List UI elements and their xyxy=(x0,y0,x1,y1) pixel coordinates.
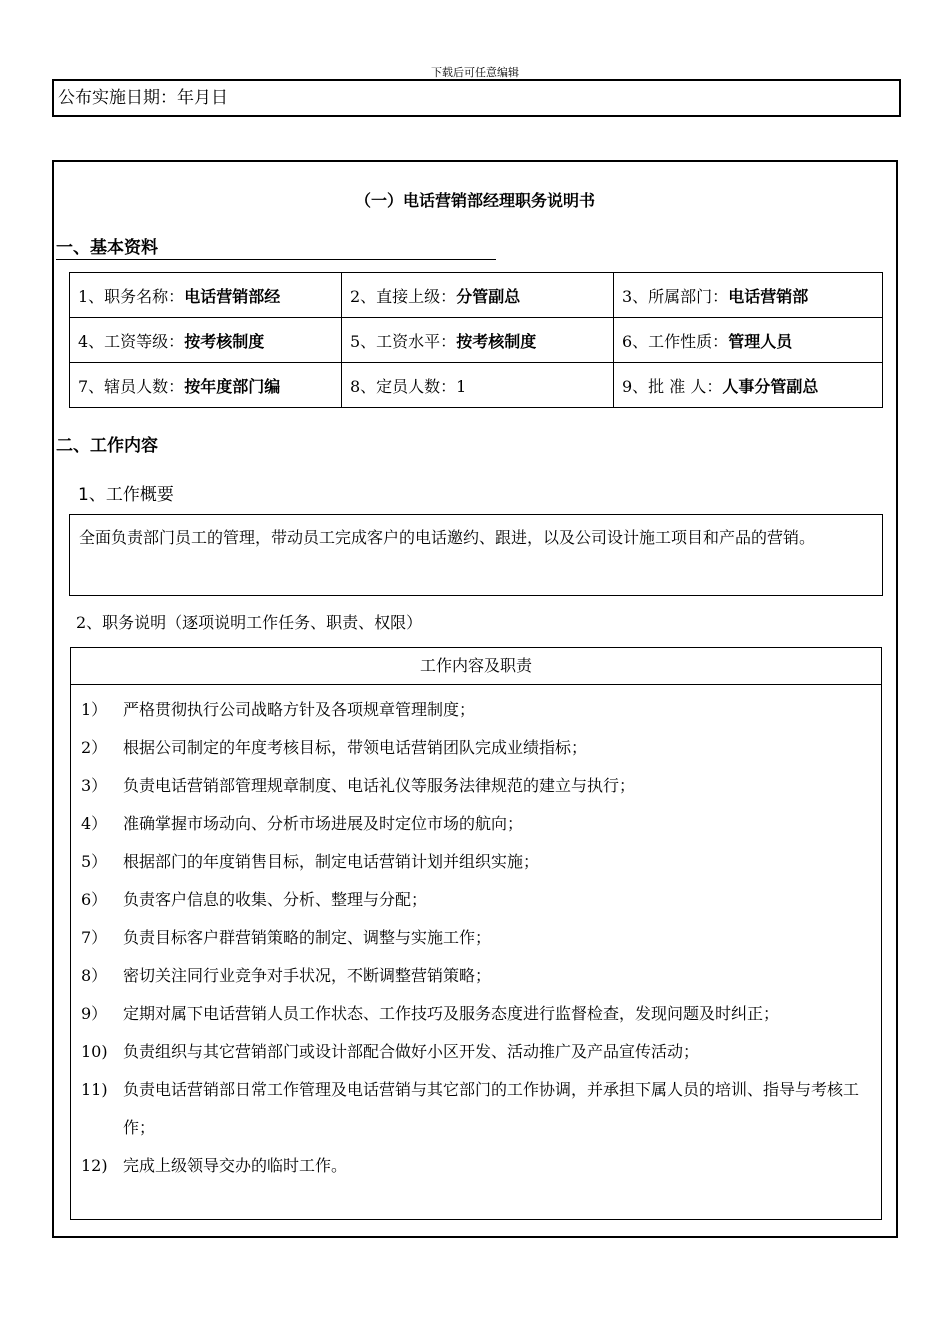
basic-info-value: 按考核制度 xyxy=(184,331,265,351)
basic-info-cell xyxy=(614,318,883,363)
duties-table xyxy=(70,647,882,1220)
duty-number: 4） xyxy=(81,814,108,833)
duty-item xyxy=(71,957,881,995)
basic-info-label: 2、直接上级： xyxy=(350,286,457,306)
basic-info-row xyxy=(70,273,883,318)
duty-item xyxy=(71,1071,881,1147)
basic-info-cell xyxy=(70,318,342,363)
basic-info-cell xyxy=(342,363,614,408)
duty-item xyxy=(71,995,881,1033)
basic-info-cell xyxy=(70,363,342,408)
duty-item xyxy=(71,691,881,729)
basic-info-label: 9、批 准 人： xyxy=(622,376,723,396)
basic-info-value: 按考核制度 xyxy=(456,331,537,351)
basic-info-cell xyxy=(70,273,342,318)
overview-title: 1、工作概要 xyxy=(78,485,174,505)
duty-text: 负责组织与其它营销部门或设计部配合做好小区开发、活动推广及产品宣传活动； xyxy=(123,1042,700,1061)
duty-number: 9） xyxy=(81,1004,108,1023)
duty-text: 密切关注同行业竞争对手状况，不断调整营销策略； xyxy=(123,966,492,985)
basic-info-label: 5、工资水平： xyxy=(350,331,457,351)
duty-item xyxy=(71,729,881,767)
duty-number: 8） xyxy=(81,966,108,985)
basic-info-label: 7、辖员人数： xyxy=(78,376,185,396)
duty-number: 12) xyxy=(81,1156,108,1175)
basic-info-value: 分管副总 xyxy=(456,286,521,306)
duty-item xyxy=(71,919,881,957)
basic-info-label: 4、工资等级： xyxy=(78,331,185,351)
basic-info-label: 1、职务名称： xyxy=(78,286,185,306)
basic-info-cell xyxy=(342,318,614,363)
basic-info-cell xyxy=(342,273,614,318)
basic-info-value: 按年度部门编 xyxy=(184,376,281,396)
basic-info-label: 3、所属部门： xyxy=(622,286,729,306)
duties-header: 工作内容及职责 xyxy=(71,648,881,685)
duty-text: 根据公司制定的年度考核目标，带领电话营销团队完成业绩指标； xyxy=(123,738,588,757)
job-description-panel xyxy=(52,160,898,1238)
duty-number: 1） xyxy=(81,700,108,719)
basic-info-table xyxy=(69,272,883,408)
basic-info-value: 管理人员 xyxy=(728,331,793,351)
duty-item xyxy=(71,881,881,919)
duty-text: 准确掌握市场动向、分析市场进展及时定位市场的航向； xyxy=(123,814,524,833)
basic-info-value: 电话营销部经 xyxy=(184,286,281,306)
duty-number: 3） xyxy=(81,776,108,795)
duty-item xyxy=(71,767,881,805)
section-work-content-title: 二、工作内容 xyxy=(56,436,158,456)
duty-number: 2） xyxy=(81,738,108,757)
duty-number: 5） xyxy=(81,852,108,871)
basic-info-value: 人事分管副总 xyxy=(722,376,819,396)
basic-info-row xyxy=(70,318,883,363)
duty-item xyxy=(71,1147,881,1185)
basic-info-cell xyxy=(614,363,883,408)
duty-item xyxy=(71,805,881,843)
duties-title: 2、职务说明（逐项说明工作任务、职责、权限） xyxy=(76,613,423,632)
duty-item xyxy=(71,843,881,881)
basic-info-cell xyxy=(614,273,883,318)
duty-text: 负责客户信息的收集、分析、整理与分配； xyxy=(123,890,428,909)
duties-list xyxy=(71,685,881,1185)
duty-item xyxy=(71,1033,881,1071)
basic-info-label: 6、工作性质： xyxy=(622,331,729,351)
basic-info-value: 电话营销部 xyxy=(728,286,809,306)
document-title: （一）电话营销部经理职务说明书 xyxy=(354,191,595,210)
basic-info-label: 8、定员人数：1 xyxy=(350,376,467,396)
header-note: 下载后可任意编辑 xyxy=(431,66,519,79)
duty-text: 负责电话营销部日常工作管理及电话营销与其它部门的工作协调，并承担下属人员的培训、指导与考核工作； xyxy=(123,1080,860,1137)
section-basic-info-title: 一、基本资料 xyxy=(56,233,496,260)
duty-text: 完成上级领导交办的临时工作。 xyxy=(123,1156,348,1175)
publish-date-field: 公布实施日期：年月日 xyxy=(52,79,901,117)
duty-text: 负责目标客户群营销策略的制定、调整与实施工作； xyxy=(123,928,492,947)
duty-number: 6） xyxy=(81,890,108,909)
duty-number: 7） xyxy=(81,928,108,947)
basic-info-row xyxy=(70,363,883,408)
duty-text: 定期对属下电话营销人员工作状态、工作技巧及服务态度进行监督检查，发现问题及时纠正； xyxy=(123,1004,780,1023)
duty-number: 11) xyxy=(81,1080,108,1099)
duty-text: 严格贯彻执行公司战略方针及各项规章管理制度； xyxy=(123,700,476,719)
overview-text: 全面负责部门员工的管理，带动员工完成客户的电话邀约、跟进，以及公司设计施工项目和产品的营销。 xyxy=(69,514,883,596)
duty-text: 根据部门的年度销售目标，制定电话营销计划并组织实施； xyxy=(123,852,540,871)
duty-text: 负责电话营销部管理规章制度、电话礼仪等服务法律规范的建立与执行； xyxy=(123,776,636,795)
duty-number: 10) xyxy=(81,1042,108,1061)
